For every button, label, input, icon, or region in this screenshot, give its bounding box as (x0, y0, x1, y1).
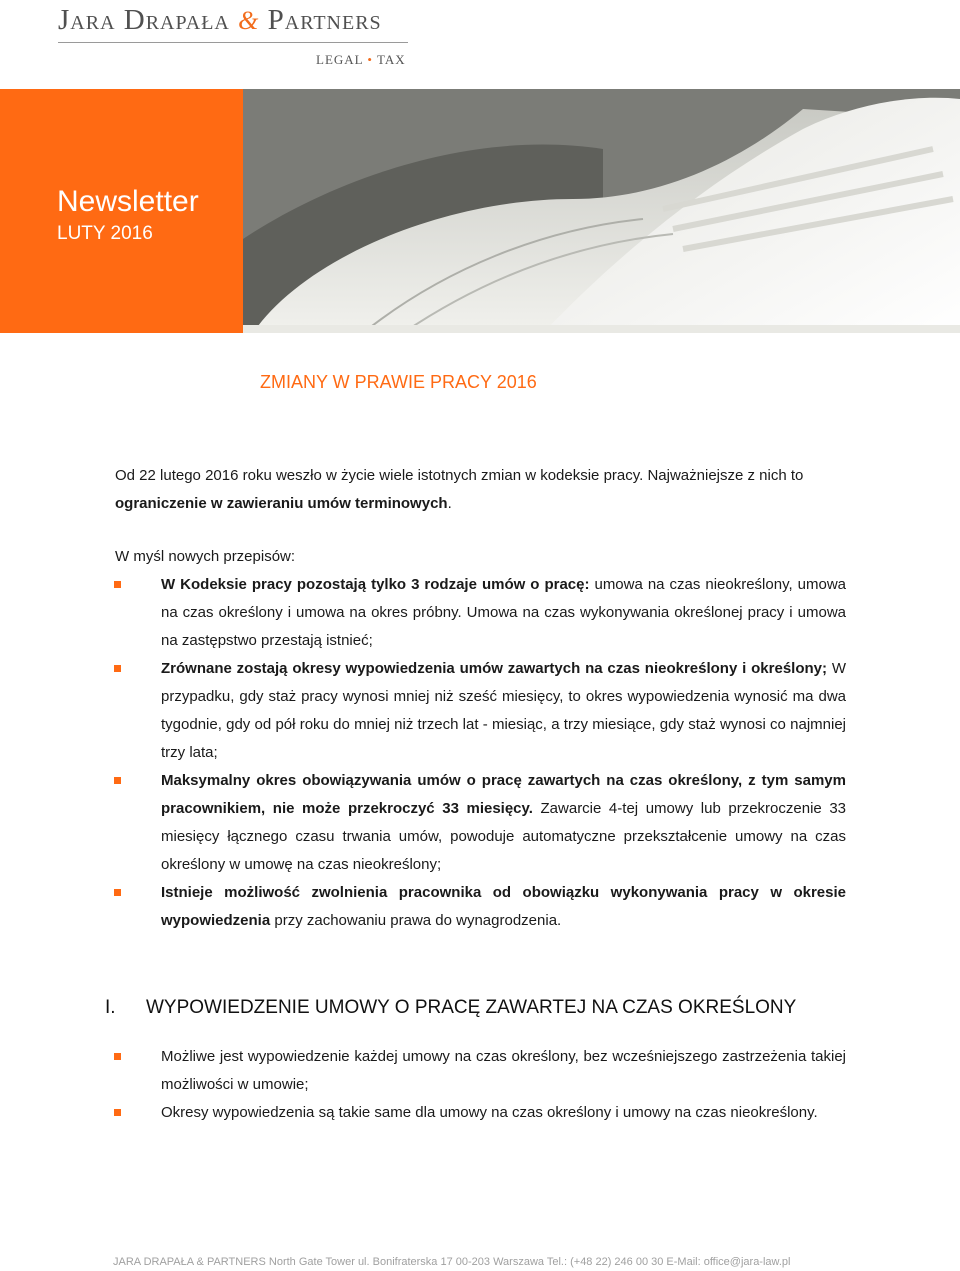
section-heading (105, 997, 796, 1019)
logo-name-b: Partners (267, 4, 382, 36)
list-item-text: Zawarcie 4-tej umowy lub przekroczenie 33 miesięcy łącznego czasu trwania umów, powoduje automatyczne przekształcenie umowy na czas określony w umowę na czas nieokreślony; (161, 800, 847, 873)
list-lead: W myśl nowych przepisów: (115, 548, 296, 565)
list-item-text: umowa na czas nieokreślony, umowa na czas określony i umowa na okres próbny. Umowa na czas wykonywania określonej pracy i umowa na zastępstwo przestają istnieć; (161, 576, 846, 649)
logo-tagline (316, 52, 406, 68)
list-item (0, 767, 846, 879)
open-book-photo (243, 89, 960, 333)
header-banner (0, 89, 960, 333)
logo-name-a: Jara Drapała (58, 4, 230, 36)
bullet-icon (114, 1109, 121, 1116)
list-item-text: W przypadku, gdy staż pracy wynosi mniej niż sześć miesięcy, to okres wypowiedzenia wynosić ma dwa tygodnie, gdy od pół roku do mniej niż trzech lat - miesiąc, a trzy miesiące, gdy staż wynosi co najmniej trzy lata; (161, 660, 846, 761)
list-item-text: przy zachowaniu prawa do wynagrodzenia. (270, 912, 562, 929)
list-item (0, 1099, 846, 1127)
section-title: WYPOWIEDZENIE UMOWY O PRACĘ ZAWARTEJ NA CZAS OKREŚLONY (146, 997, 797, 1018)
list-item (0, 1043, 846, 1099)
intro-paragraph (115, 462, 850, 518)
bullet-icon (114, 581, 121, 588)
newsletter-title: Newsletter (57, 185, 199, 218)
list-item-bold: Zrównane zostają okresy wypowiedzenia umów zawartych na czas nieokreślony i określony; (161, 660, 827, 677)
bullet-icon (114, 889, 121, 896)
open-book-illustration (243, 89, 960, 333)
list-item (0, 655, 846, 767)
logo-rule (58, 42, 408, 43)
bullet-icon (114, 665, 121, 672)
logo-tagline-dot: • (367, 52, 373, 67)
banner-orange-panel (0, 89, 243, 333)
intro-text: Od 22 lutego 2016 roku weszło w życie wiele istotnych zmian w kodeksie pracy. Najważniejsze z nich to (115, 467, 804, 484)
document-heading: ZMIANY W PRAWIE PRACY 2016 (260, 372, 537, 392)
logo-tagline-legal: LEGAL (316, 52, 364, 67)
bullet-icon (114, 1053, 121, 1060)
list-item (0, 571, 846, 655)
logo-ampersand: & (238, 6, 260, 35)
intro-bold: ograniczenie w zawieraniu umów terminowych (115, 495, 448, 512)
logo-wordmark (58, 4, 382, 37)
company-logo (58, 4, 418, 74)
section-number: I. (105, 997, 116, 1018)
list-item (0, 879, 846, 935)
list-item-bold: W Kodeksie pracy pozostają tylko 3 rodzaje umów o pracę: (161, 576, 590, 593)
list-item-bold: Maksymalny okres obowiązywania umów o pracę zawartych na czas określony, z tym samym pracownikiem, nie może przekroczyć 33 miesięcy. (161, 772, 846, 817)
changes-list (0, 571, 846, 935)
page-footer: JARA DRAPAŁA & PARTNERS North Gate Tower ul. Bonifraterska 17 00-203 Warszawa Tel.: (+48 22) 246 00 30 E-Mail: office@jara-law.pl (113, 1256, 791, 1268)
list-item-text: Możliwe jest wypowiedzenie każdej umowy na czas określony, bez wcześniejszego zastrzeżenia takiej możliwości w umowie; (161, 1048, 846, 1093)
logo-tagline-tax: TAX (376, 52, 406, 67)
intro-end: . (447, 495, 452, 512)
bullet-icon (114, 777, 121, 784)
list-item-text: Okresy wypowiedzenia są takie same dla umowy na czas określony i umowy na czas nieokreślony. (161, 1104, 818, 1121)
list-item-bold: Istnieje możliwość zwolnienia pracownika od obowiązku wykonywania pracy w okresie wypowiedzenia (161, 884, 846, 929)
newsletter-date: LUTY 2016 (57, 223, 153, 244)
section-list (0, 1043, 846, 1127)
